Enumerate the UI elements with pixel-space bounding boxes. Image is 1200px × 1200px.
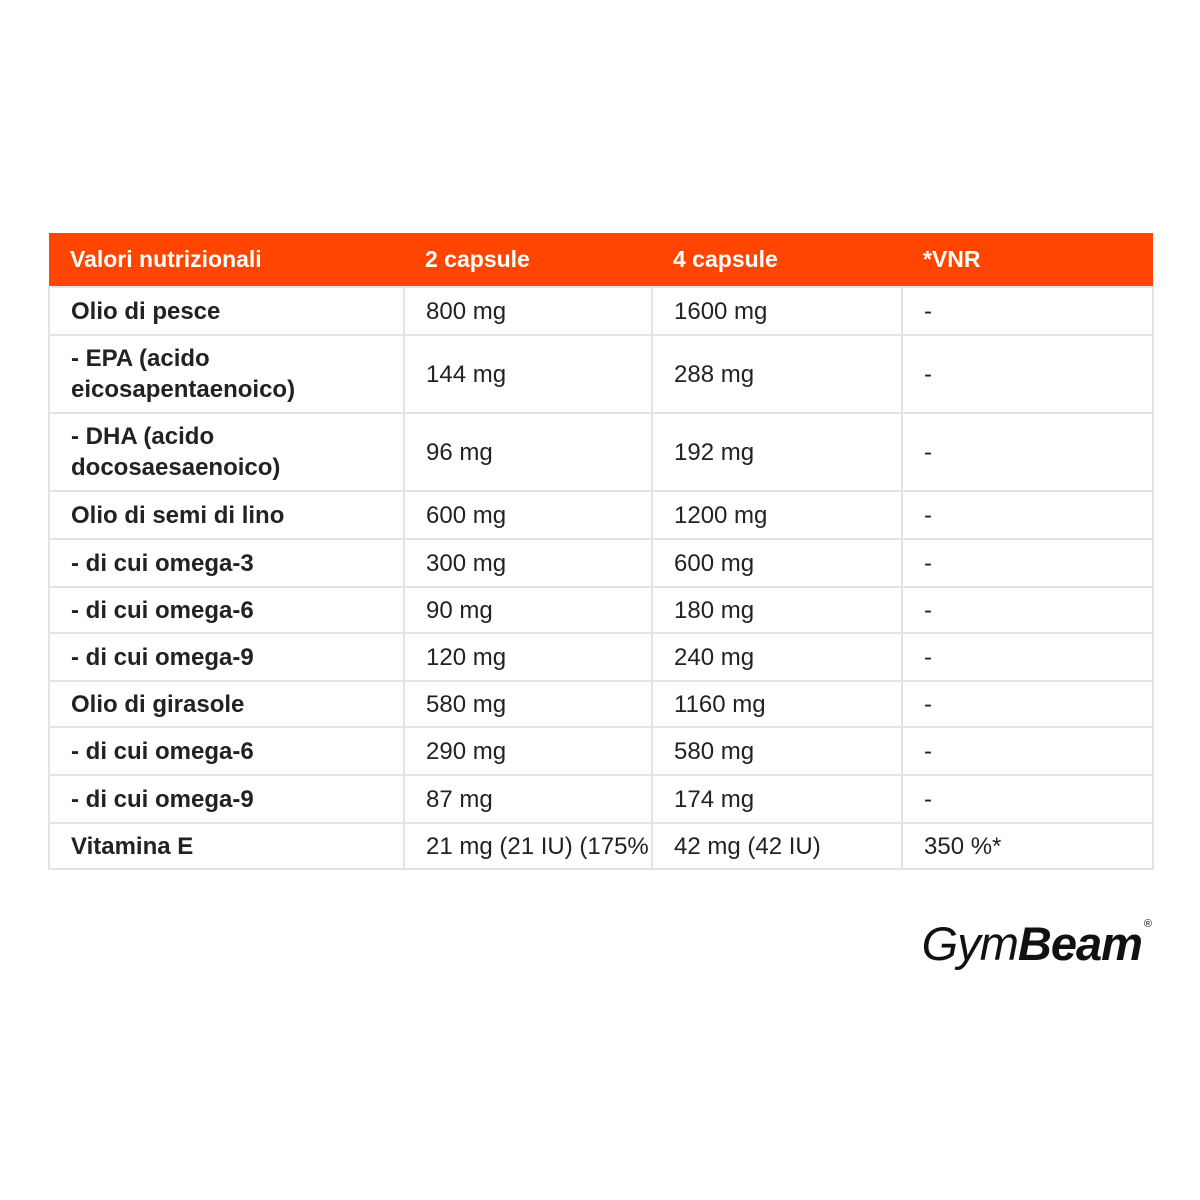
- header-4-capsules: 4 capsule: [652, 233, 902, 287]
- value-vnr: -: [902, 287, 1153, 335]
- value-2-capsules: 290 mg: [404, 727, 652, 775]
- nutrient-name: - di cui omega-3: [49, 539, 404, 587]
- value-4-capsules: 240 mg: [652, 633, 902, 681]
- table-row: [49, 681, 1153, 727]
- table-row: [49, 775, 1153, 823]
- header-2-capsules: 2 capsule: [404, 233, 652, 287]
- table-row: [49, 539, 1153, 587]
- table-row: [49, 727, 1153, 775]
- value-4-capsules: 1160 mg: [652, 681, 902, 727]
- logo-text-light: Gym: [921, 917, 1018, 970]
- value-2-capsules: 96 mg: [404, 413, 652, 491]
- value-4-capsules: 174 mg: [652, 775, 902, 823]
- value-4-capsules: 600 mg: [652, 539, 902, 587]
- table-row: [49, 823, 1153, 869]
- value-2-capsules: 87 mg: [404, 775, 652, 823]
- value-vnr: -: [902, 539, 1153, 587]
- nutrient-name: Olio di girasole: [49, 681, 404, 727]
- value-2-capsules: 800 mg: [404, 287, 652, 335]
- table-row: [49, 491, 1153, 539]
- nutrient-name: Vitamina E: [49, 823, 404, 869]
- nutrient-name: - di cui omega-6: [49, 727, 404, 775]
- gymbeam-logo: [922, 916, 1152, 971]
- value-vnr: -: [902, 633, 1153, 681]
- value-4-capsules: 42 mg (42 IU): [652, 823, 902, 869]
- value-4-capsules: 580 mg: [652, 727, 902, 775]
- nutrient-name: - di cui omega-9: [49, 633, 404, 681]
- value-2-capsules: 144 mg: [404, 335, 652, 413]
- header-vnr: *VNR: [902, 233, 1153, 287]
- value-vnr: -: [902, 587, 1153, 633]
- logo-text-bold: Beam: [1017, 917, 1142, 970]
- value-4-capsules: 1600 mg: [652, 287, 902, 335]
- value-4-capsules: 192 mg: [652, 413, 902, 491]
- value-2-capsules: 580 mg: [404, 681, 652, 727]
- table-row: [49, 413, 1153, 491]
- value-4-capsules: 180 mg: [652, 587, 902, 633]
- value-2-capsules: 600 mg: [404, 491, 652, 539]
- nutrient-name: - di cui omega-6: [49, 587, 404, 633]
- nutrient-name: Olio di pesce: [49, 287, 404, 335]
- value-4-capsules: 288 mg: [652, 335, 902, 413]
- table-header-row: [49, 233, 1153, 287]
- value-vnr: 350 %*: [902, 823, 1153, 869]
- nutrient-name: - DHA (acido docosaesaenoico): [49, 413, 404, 491]
- value-vnr: -: [902, 727, 1153, 775]
- value-vnr: -: [902, 491, 1153, 539]
- value-2-capsules: 21 mg (21 IU) (175%: [404, 823, 652, 869]
- table-row: [49, 587, 1153, 633]
- value-vnr: -: [902, 413, 1153, 491]
- value-2-capsules: 90 mg: [404, 587, 652, 633]
- table-row: [49, 287, 1153, 335]
- value-vnr: -: [902, 335, 1153, 413]
- nutrient-name: - di cui omega-9: [49, 775, 404, 823]
- table-row: [49, 335, 1153, 413]
- value-2-capsules: 300 mg: [404, 539, 652, 587]
- table-row: [49, 633, 1153, 681]
- nutrient-name: - EPA (acido eicosapentaenoico): [49, 335, 404, 413]
- value-2-capsules: 120 mg: [404, 633, 652, 681]
- registered-mark: ®: [1143, 918, 1152, 930]
- value-4-capsules: 1200 mg: [652, 491, 902, 539]
- value-vnr: -: [902, 681, 1153, 727]
- header-nutritional-values: Valori nutrizionali: [49, 233, 404, 287]
- nutrition-table: [48, 233, 1154, 870]
- nutrient-name: Olio di semi di lino: [49, 491, 404, 539]
- value-vnr: -: [902, 775, 1153, 823]
